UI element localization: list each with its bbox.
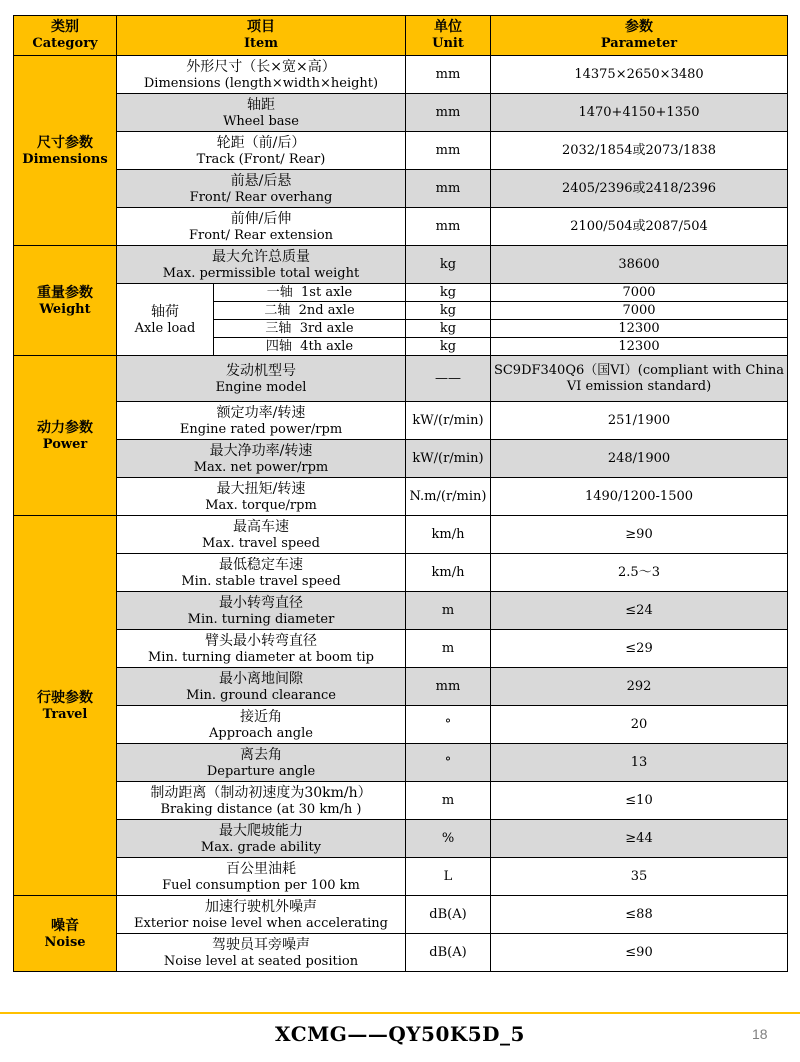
table-row	[14, 858, 788, 896]
unit-cell: mm	[406, 170, 491, 208]
param-cell: 248/1900	[491, 440, 788, 478]
param-cell: 12300	[491, 320, 788, 338]
item-cell: 制动距离（制动初速度为30km/h） Braking distance (at 30 km/h )	[117, 782, 406, 820]
param-cell: 251/1900	[491, 402, 788, 440]
table-row	[14, 934, 788, 972]
unit-cell: kg	[406, 338, 491, 356]
axle-cell: 二轴 2nd axle	[214, 302, 406, 320]
unit-cell: m	[406, 630, 491, 668]
unit-cell: L	[406, 858, 491, 896]
spec-table	[13, 15, 788, 972]
axle-cell: 四轴 4th axle	[214, 338, 406, 356]
axle-load-label: 轴荷 Axle load	[117, 284, 214, 356]
param-cell: 14375×2650×3480	[491, 56, 788, 94]
param-cell: 2405/2396或2418/2396	[491, 170, 788, 208]
unit-cell: kg	[406, 302, 491, 320]
table-row	[14, 896, 788, 934]
item-cell: 最低稳定车速 Min. stable travel speed	[117, 554, 406, 592]
item-cell: 离去角 Departure angle	[117, 744, 406, 782]
footer-divider	[0, 1012, 800, 1014]
table-row	[14, 170, 788, 208]
item-cell: 轮距（前/后） Track (Front/ Rear)	[117, 132, 406, 170]
item-cell: 轴距 Wheel base	[117, 94, 406, 132]
table-row	[14, 516, 788, 554]
param-cell: ≥90	[491, 516, 788, 554]
param-cell: ≤90	[491, 934, 788, 972]
table-row	[14, 94, 788, 132]
param-cell: 7000	[491, 302, 788, 320]
table-row	[14, 402, 788, 440]
table-row	[14, 246, 788, 284]
unit-cell: m	[406, 782, 491, 820]
table-row	[14, 706, 788, 744]
table-row	[14, 440, 788, 478]
param-cell: 13	[491, 744, 788, 782]
item-cell: 额定功率/转速 Engine rated power/rpm	[117, 402, 406, 440]
table-row	[14, 592, 788, 630]
param-cell: ≤10	[491, 782, 788, 820]
unit-cell: kg	[406, 246, 491, 284]
table-row	[14, 284, 788, 302]
unit-cell: m	[406, 592, 491, 630]
item-cell: 前伸/后伸 Front/ Rear extension	[117, 208, 406, 246]
param-cell: 1470+4150+1350	[491, 94, 788, 132]
param-cell: SC9DF340Q6（国VI）(compliant with China VI emission standard)	[491, 356, 788, 402]
category-dimensions: 尺寸参数 Dimensions	[14, 56, 117, 246]
item-cell: 最大爬坡能力 Max. grade ability	[117, 820, 406, 858]
param-cell: 2.5～3	[491, 554, 788, 592]
item-cell: 最大扭矩/转速 Max. torque/rpm	[117, 478, 406, 516]
unit-cell: mm	[406, 56, 491, 94]
unit-cell: kW/(r/min)	[406, 440, 491, 478]
table-row	[14, 630, 788, 668]
header-row	[14, 16, 788, 56]
unit-cell: mm	[406, 668, 491, 706]
table-row	[14, 56, 788, 94]
unit-cell: kg	[406, 284, 491, 302]
header-parameter: 参数 Parameter	[491, 16, 788, 56]
param-cell: 2100/504或2087/504	[491, 208, 788, 246]
unit-cell: kg	[406, 320, 491, 338]
unit-cell: N.m/(r/min)	[406, 478, 491, 516]
unit-cell: mm	[406, 132, 491, 170]
unit-cell: ——	[406, 356, 491, 402]
unit-cell: kW/(r/min)	[406, 402, 491, 440]
item-cell: 最高车速 Max. travel speed	[117, 516, 406, 554]
unit-cell: mm	[406, 208, 491, 246]
header-item: 项目 Item	[117, 16, 406, 56]
item-cell: 最大净功率/转速 Max. net power/rpm	[117, 440, 406, 478]
item-cell: 驾驶员耳旁噪声 Noise level at seated position	[117, 934, 406, 972]
table-row	[14, 132, 788, 170]
item-cell: 百公里油耗 Fuel consumption per 100 km	[117, 858, 406, 896]
unit-cell: km/h	[406, 516, 491, 554]
unit-cell: km/h	[406, 554, 491, 592]
table-row	[14, 208, 788, 246]
table-row	[14, 668, 788, 706]
param-cell: 12300	[491, 338, 788, 356]
item-cell: 最小离地间隙 Min. ground clearance	[117, 668, 406, 706]
item-cell: 接近角 Approach angle	[117, 706, 406, 744]
page-number: 18	[752, 1026, 768, 1042]
param-cell: ≤24	[491, 592, 788, 630]
param-cell: 2032/1854或2073/1838	[491, 132, 788, 170]
footer-title: XCMG——QY50K5D_5	[275, 1022, 525, 1046]
unit-cell: °	[406, 706, 491, 744]
table-row	[14, 356, 788, 402]
item-cell: 发动机型号 Engine model	[117, 356, 406, 402]
param-cell: 35	[491, 858, 788, 896]
item-cell: 最大允许总质量 Max. permissible total weight	[117, 246, 406, 284]
unit-cell: dB(A)	[406, 934, 491, 972]
param-cell: 7000	[491, 284, 788, 302]
item-cell: 外形尺寸（长×宽×高） Dimensions (length×width×height)	[117, 56, 406, 94]
axle-cell: 三轴 3rd axle	[214, 320, 406, 338]
category-noise: 噪音 Noise	[14, 896, 117, 972]
param-cell: ≥44	[491, 820, 788, 858]
table-row	[14, 554, 788, 592]
category-weight: 重量参数 Weight	[14, 246, 117, 356]
table-row	[14, 820, 788, 858]
category-power: 动力参数 Power	[14, 356, 117, 516]
table-row	[14, 478, 788, 516]
param-cell: 292	[491, 668, 788, 706]
param-cell: 20	[491, 706, 788, 744]
unit-cell: mm	[406, 94, 491, 132]
param-cell: 38600	[491, 246, 788, 284]
table-row	[14, 744, 788, 782]
item-cell: 臂头最小转弯直径 Min. turning diameter at boom tip	[117, 630, 406, 668]
axle-cell: 一轴 1st axle	[214, 284, 406, 302]
param-cell: ≤29	[491, 630, 788, 668]
item-cell: 加速行驶机外噪声 Exterior noise level when accelerating	[117, 896, 406, 934]
unit-cell: °	[406, 744, 491, 782]
item-cell: 前悬/后悬 Front/ Rear overhang	[117, 170, 406, 208]
unit-cell: %	[406, 820, 491, 858]
table-row	[14, 782, 788, 820]
unit-cell: dB(A)	[406, 896, 491, 934]
category-travel: 行驶参数 Travel	[14, 516, 117, 896]
header-unit: 单位 Unit	[406, 16, 491, 56]
param-cell: ≤88	[491, 896, 788, 934]
item-cell: 最小转弯直径 Min. turning diameter	[117, 592, 406, 630]
header-category: 类别 Category	[14, 16, 117, 56]
param-cell: 1490/1200-1500	[491, 478, 788, 516]
